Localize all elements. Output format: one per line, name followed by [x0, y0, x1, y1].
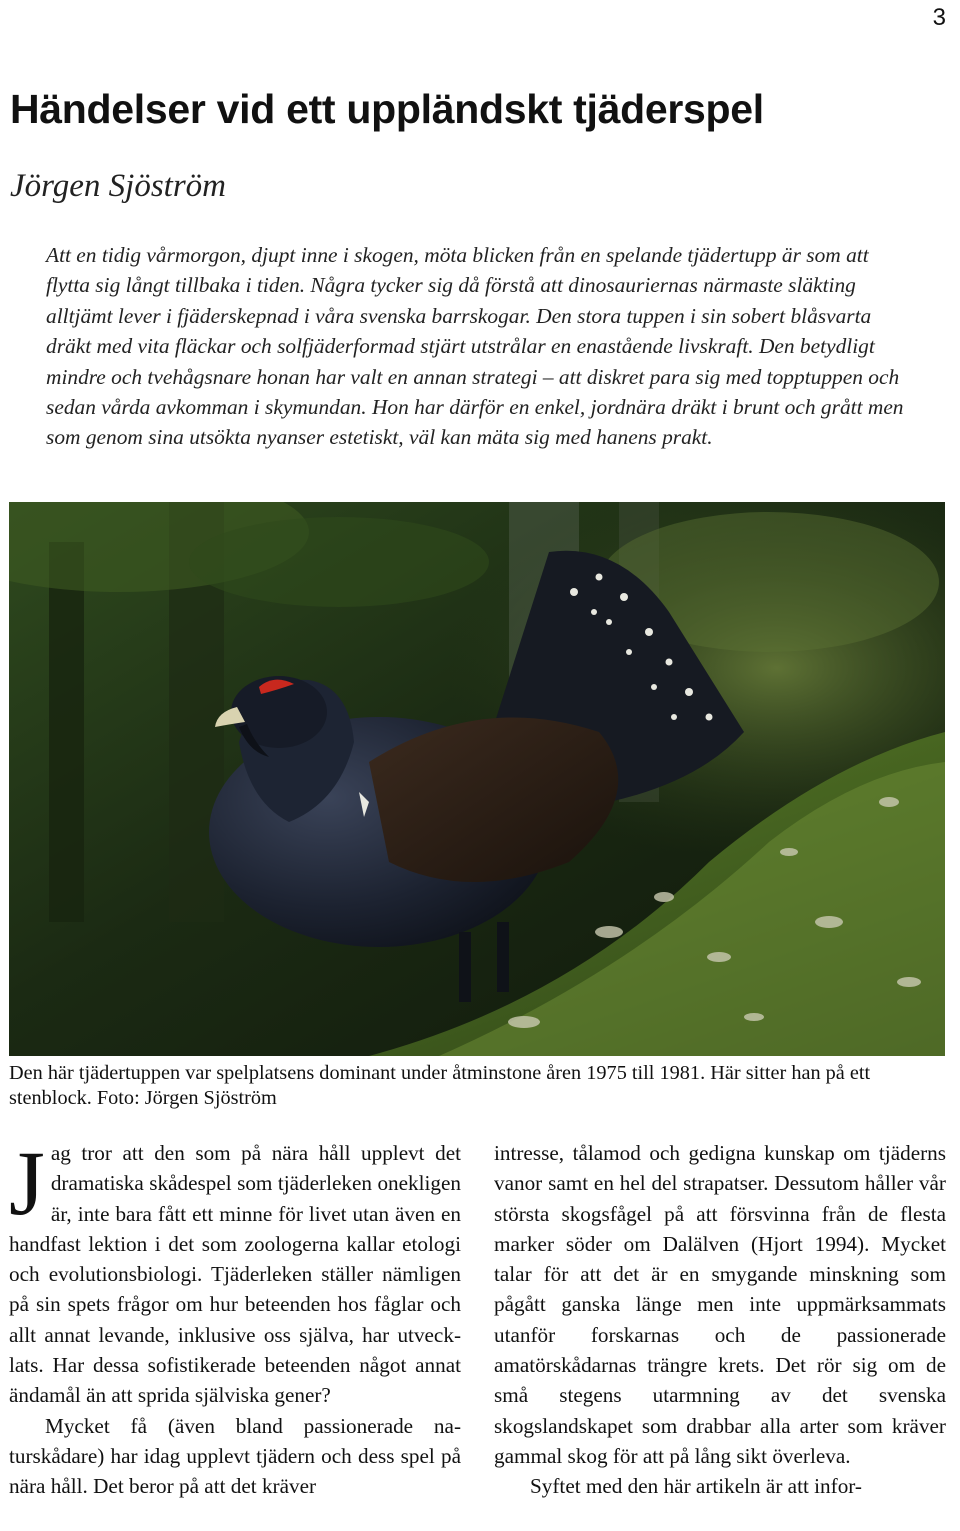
capercaillie-illustration: [9, 502, 945, 1056]
drop-cap: J: [9, 1132, 45, 1234]
body-paragraph: Syftet med den här artikeln är att infor-: [530, 1474, 862, 1499]
article-lead: Att en tidig vårmorgon, djupt inne i skogen, möta blicken från en spelande tjädertupp är som att flytta sig långt tillbaka i tiden. Några tycker sig då förstå att dinosauriernas närmaste släkting alltjämt lever i fjäderskepnad i våra svenska barrskogar. Den stora tuppen i sin sobert blåsvarta dräkt med vita fläckar och solfjäderformad stjärt utstrålar en enastående livskraft. Den betydligt mindre och tvehågsnare honan har valt en annan strategi – att diskret para sig med topptuppen och sedan vårda avkomman i skymundan. Hon har därför en enkel, jordnära dräkt i brunt och grått men som genom sina utsökta nyanser estetiskt, väl kan mäta sig med hanens prakt.: [46, 243, 904, 450]
capercaillie-photo: [9, 502, 945, 1056]
body-paragraph-text: ag tror att den som på nära håll upplevt det dramatiska skådespel som tjäderleken onekligen är, inte bara fått ett minne för livet utan även en handfast lektion i det som zoologerna kallar etologi och evolutionsbiologi. Tjäderleken ställer nämligen på sin spets frågor om hur beteenden hos fåglar och allt annat levande, inklusive oss själva, har utvecklats. Har dessa sofistikerade beteenden något annat ändamål än att sprida själviska gener?: [9, 1141, 461, 1408]
article-title: Händelser vid ett uppländskt tjäderspel: [10, 86, 764, 132]
photo-caption: Den här tjädertuppen var spelplatsens dominant under åtminstone åren 1975 till 1981. Här sitter han på ett stenblock. Foto: Jörgen Sjöström: [9, 1062, 871, 1109]
body-column-right: [494, 1138, 946, 1502]
body-paragraph: Mycket få (även bland passionerade naturskådare) har idag upplevt tjädern och dess spel på nära håll. Det beror på att det kräver: [9, 1413, 461, 1499]
body-paragraph: [9, 1132, 461, 1411]
article-author: Jörgen Sjöström: [10, 168, 227, 204]
body-column-left: [9, 1132, 461, 1502]
page-number: 3: [932, 4, 946, 31]
body-paragraph: intresse, tålamod och gedigna kunskap om tjäderns vanor samt en hel del strapatser. Dessutom håller vår största skogsfågel på att försvinna från de flesta marker söder om Dalälven (Hjort 1994). Mycket talar för att det är en smygande minskning som pågått ganska länge men inte uppmärksammats utanför forskarnas och de passionerade amatörskådarnas trängre krets. Det rör sig om de små stegens utarmning av det svenska skogslandskapet som drabbar alla arter som kräver gammal skog för att på lång sikt överleva.: [494, 1141, 946, 1468]
